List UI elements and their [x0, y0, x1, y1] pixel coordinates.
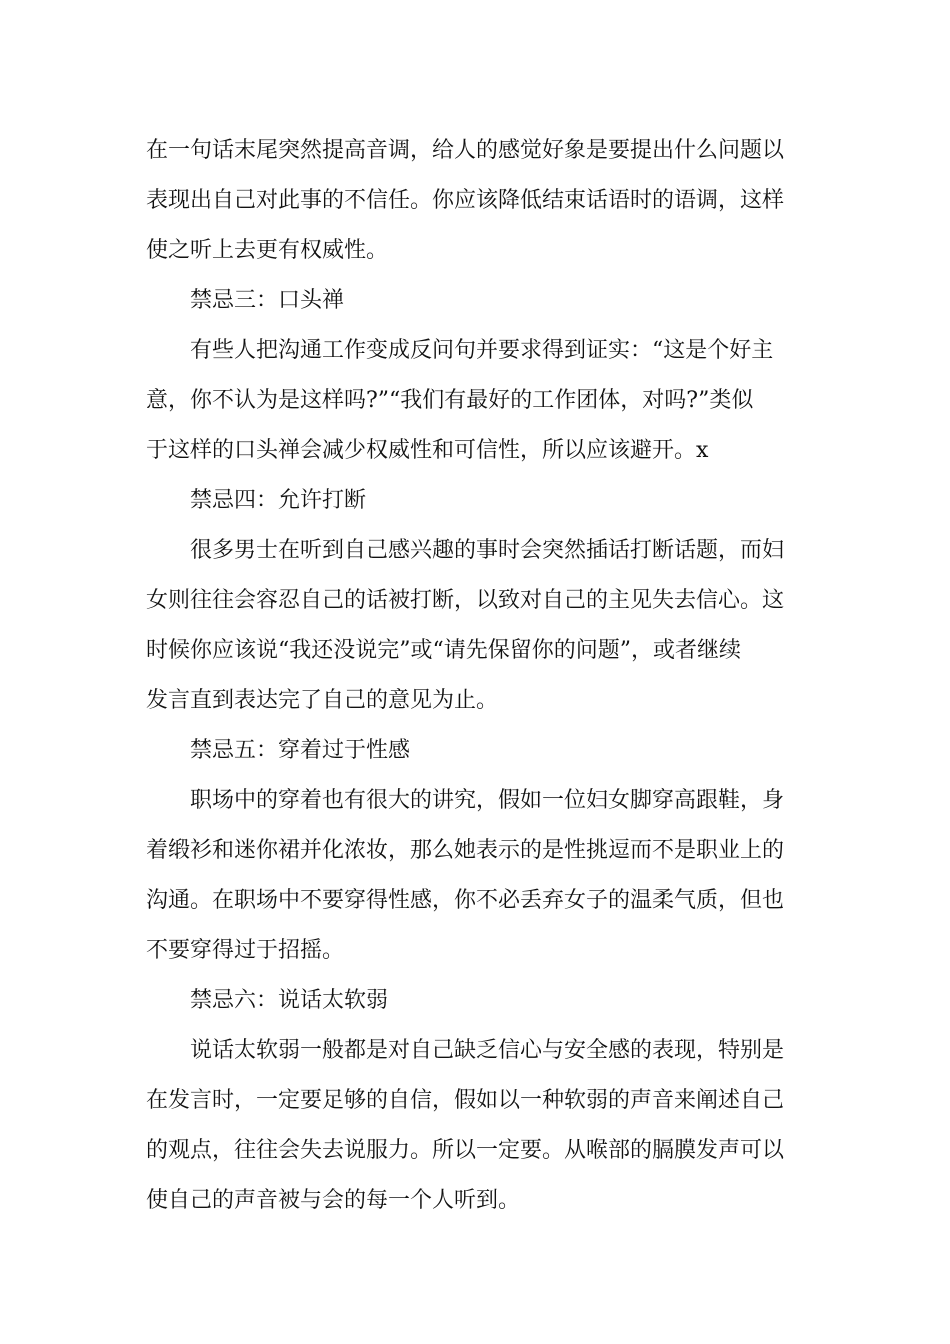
text-line: 时候你应该说“我还没说完”或“请先保留你的问题”，或者继续 [146, 638, 741, 663]
text-line: 女则往往会容忍自己的话被打断，以致对自己的主见失去信心。这 [146, 588, 785, 613]
text-line: 着缎衫和迷你裙并化浓妆，那么她表示的是性挑逗而不是职业上的 [146, 838, 785, 863]
text-line: 说话太软弱一般都是对自己缺乏信心与安全感的表现，特别是 [190, 1038, 785, 1063]
text-line: 使之听上去更有权威性。 [146, 238, 389, 263]
text-line: 使自己的声音被与会的每一个人听到。 [146, 1188, 521, 1213]
document-body [146, 126, 808, 1226]
text-line: 于这样的口头禅会减少权威性和可信性，所以应该避开。x [146, 438, 709, 463]
text-line: 发言直到表达完了自己的意见为止。 [146, 688, 499, 713]
section-heading: 禁忌五：穿着过于性感 [190, 738, 411, 763]
section-heading: 禁忌六：说话太软弱 [190, 988, 389, 1013]
text-line: 有些人把沟通工作变成反问句并要求得到证实：“这是个好主 [190, 338, 774, 363]
text-line: 在发言时，一定要足够的自信，假如以一种软弱的声音来阐述自己 [146, 1088, 785, 1113]
text-line: 沟通。在职场中不要穿得性感，你不必丢弃女子的温柔气质，但也 [146, 888, 785, 913]
text-line: 的观点，往往会失去说服力。所以一定要。从喉部的膈膜发声可以 [146, 1138, 785, 1163]
text-line: 在一句话末尾突然提高音调，给人的感觉好象是要提出什么问题以 [146, 138, 785, 163]
section-heading: 禁忌三：口头禅 [190, 288, 345, 313]
text-line: 不要穿得过于招摇。 [146, 938, 345, 963]
text-line: 表现出自己对此事的不信任。你应该降低结束话语时的语调，这样 [146, 188, 785, 213]
text-line: 意，你不认为是这样吗?”“我们有最好的工作团体，对吗?”类似 [146, 388, 754, 413]
text-line: 职场中的穿着也有很大的讲究，假如一位妇女脚穿高跟鞋，身 [190, 788, 785, 813]
text-line: 很多男士在听到自己感兴趣的事时会突然插话打断话题，而妇 [190, 538, 785, 563]
section-heading: 禁忌四：允许打断 [190, 488, 367, 513]
